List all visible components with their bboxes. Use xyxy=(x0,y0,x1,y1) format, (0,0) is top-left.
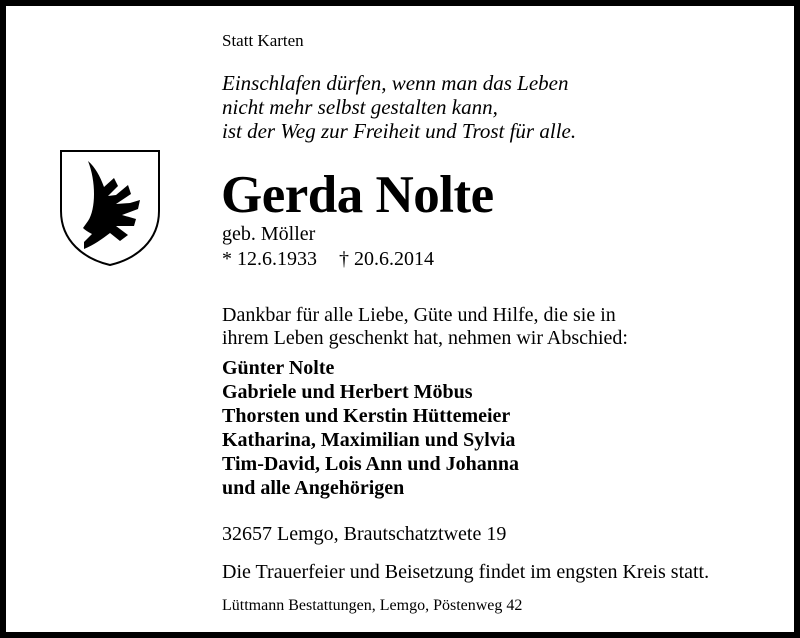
address: 32657 Lemgo, Brautschatztwete 19 xyxy=(222,523,507,545)
header-text: Statt Karten xyxy=(222,31,304,50)
mourner-name: Katharina, Maximilian und Sylvia xyxy=(222,429,516,451)
life-dates xyxy=(222,248,434,271)
poem-line: Einschlafen dürfen, wenn man das Leben xyxy=(222,71,569,95)
mourner-name: und alle Angehörigen xyxy=(222,477,405,499)
poem-line: nicht mehr selbst gestalten kann, xyxy=(222,95,498,119)
mourner-name: Thorsten und Kerstin Hüttemeier xyxy=(222,405,511,427)
thanks-line: ihrem Leben geschenkt hat, nehmen wir Abschied: xyxy=(222,327,628,349)
mourner-name: Tim-David, Lois Ann und Johanna xyxy=(222,453,519,475)
coat-of-arms-antler-icon xyxy=(58,149,162,267)
mourner-name: Gabriele und Herbert Möbus xyxy=(222,381,473,403)
funeral-home: Lüttmann Bestattungen, Lemgo, Pöstenweg 42 xyxy=(222,597,523,614)
mourner-name: Günter Nolte xyxy=(222,357,335,379)
ceremony-note: Die Trauerfeier und Beisetzung findet im engsten Kreis statt. xyxy=(222,561,710,583)
poem-line: ist der Weg zur Freiheit und Trost für alle. xyxy=(222,119,577,143)
birth-date: * 12.6.1933 xyxy=(222,248,317,270)
thanks-line: Dankbar für alle Liebe, Güte und Hilfe, die sie in xyxy=(222,304,616,326)
deceased-name: Gerda Nolte xyxy=(221,166,494,224)
death-date: † 20.6.2014 xyxy=(339,248,434,270)
maiden-name: geb. Möller xyxy=(222,223,316,245)
